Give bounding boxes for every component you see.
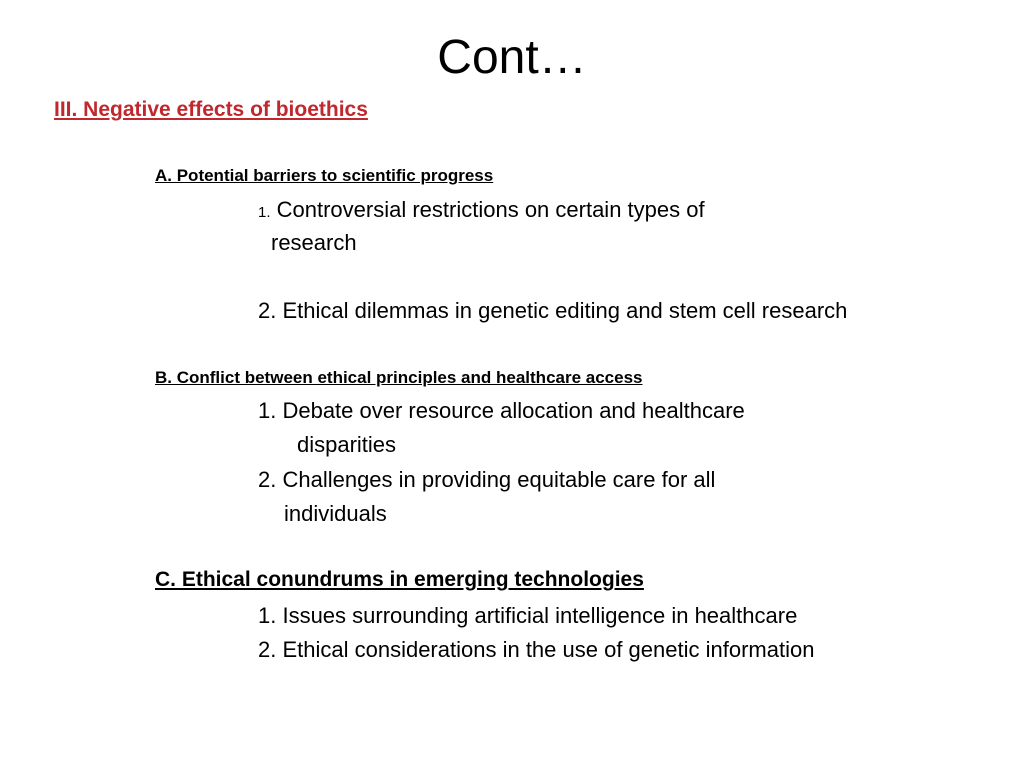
item-a1-number: 1. <box>258 204 271 221</box>
item-b1-line2: disparities <box>297 432 397 457</box>
subheading-c: C. Ethical conundrums in emerging technologies <box>155 568 644 591</box>
item-b2-line2: individuals <box>284 501 387 526</box>
slide-title: Cont… <box>437 31 587 84</box>
subheading-a: A. Potential barriers to scientific progress <box>155 166 494 185</box>
item-b2-line1: 2. Challenges in providing equitable care for all <box>258 467 716 492</box>
item-a1-line1 <box>258 197 705 226</box>
item-a2: 2. Ethical dilemmas in genetic editing and stem cell research <box>258 298 848 323</box>
item-c1: 1. Issues surrounding artificial intelligence in healthcare <box>258 603 798 628</box>
item-a1-line2: research <box>271 230 357 255</box>
section-heading: III. Negative effects of bioethics <box>54 98 368 121</box>
subheading-b: B. Conflict between ethical principles and healthcare access <box>155 368 643 387</box>
item-b1-line1: 1. Debate over resource allocation and healthcare <box>258 398 745 423</box>
item-c2: 2. Ethical considerations in the use of genetic information <box>258 637 815 662</box>
item-a1-text: Controversial restrictions on certain types of <box>270 197 705 222</box>
